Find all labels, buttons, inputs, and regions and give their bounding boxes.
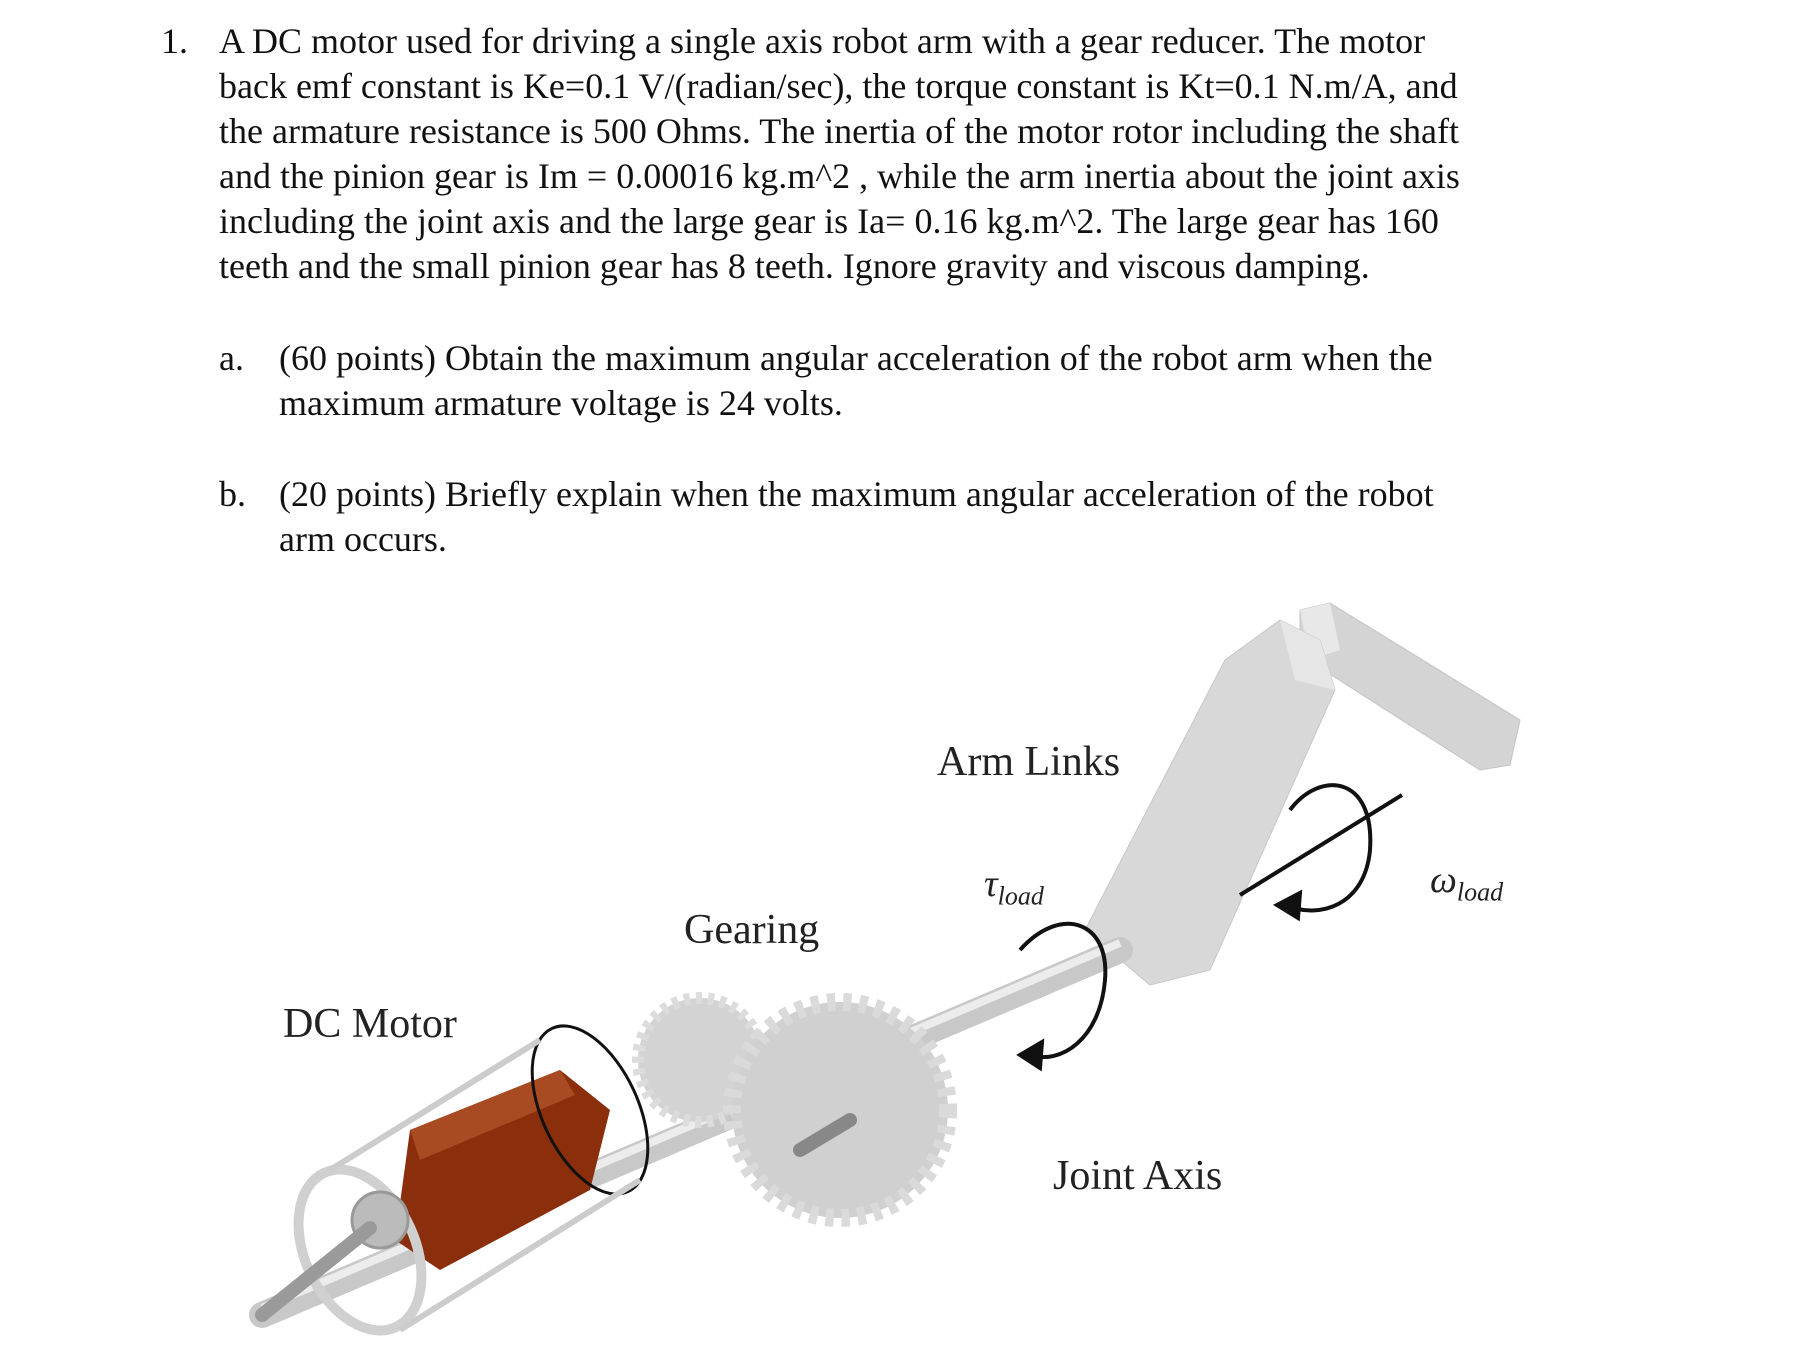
arm-links [1085,603,1520,985]
part-line: (60 points) Obtain the maximum angular acceleration of the robot arm when the [279,338,1433,378]
part-line: (20 points) Briefly explain when the maximum angular acceleration of the robot [279,474,1434,514]
label-joint-axis: Joint Axis [1053,1153,1223,1199]
problem-line: A DC motor used for driving a single axis robot arm with a gear reducer. The motor [219,21,1426,61]
problem-line: and the pinion gear is Im = 0.00016 kg.m^2 , while the arm inertia about the joint axis [219,156,1460,196]
problem-number: 1. [161,21,188,61]
part-label: b. [219,474,246,514]
part-line: arm occurs. [279,519,447,559]
problem-line: teeth and the small pinion gear has 8 teeth. Ignore gravity and viscous damping. [219,246,1370,286]
label-tau-load [984,862,1044,912]
label-gearing: Gearing [684,907,820,953]
label-arm-links: Arm Links [937,739,1121,785]
tau-subscript: load [997,881,1044,911]
part-line: maximum armature voltage is 24 volts. [279,383,843,423]
tau-symbol: τ [984,863,998,905]
large-gear [732,1002,948,1218]
omega-symbol: ω [1430,859,1457,901]
problem-line: the armature resistance is 500 Ohms. The inertia of the motor rotor including the shaft [219,111,1459,151]
problem-line: including the joint axis and the large gear is Ia= 0.16 kg.m^2. The large gear has 160 [219,201,1439,241]
omega-subscript: load [1456,877,1504,907]
part-label: a. [219,338,244,378]
problem-line: back emf constant is Ke=0.1 V/(radian/sec), the torque constant is Kt=0.1 N.m/A, and [219,66,1458,106]
label-dc-motor: DC Motor [283,1001,457,1047]
label-omega-load [1430,858,1503,908]
